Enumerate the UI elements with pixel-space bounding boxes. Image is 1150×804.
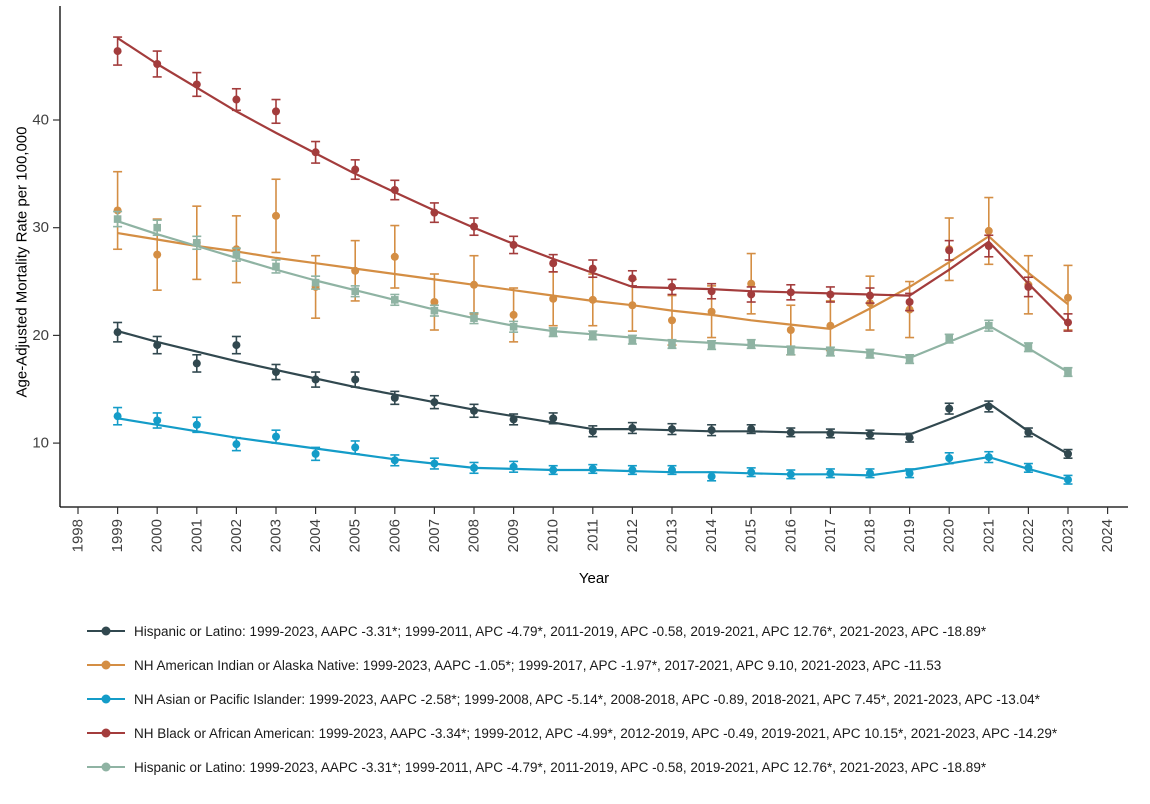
legend-marker-icon: [86, 691, 126, 707]
svg-text:1998: 1998: [69, 519, 87, 553]
svg-text:2008: 2008: [465, 519, 483, 553]
svg-text:2020: 2020: [940, 519, 958, 553]
svg-text:2006: 2006: [386, 519, 404, 553]
svg-text:2000: 2000: [148, 519, 166, 553]
legend-item: [86, 614, 1150, 648]
legend-item-label: NH Asian or Pacific Islander: 1999-2023, AAPC -2.58*; 1999-2008, APC -5.14*, 2008-2018, APC -0.89, 2018-2021, APC 7.45*, 2021-2023, APC -13.04*: [134, 691, 1040, 707]
legend-item-label: NH Black or African American: 1999-2023, AAPC -3.34*; 1999-2012, APC -4.99*, 2012-2019, APC -0.49, 2019-2021, APC 10.15*, 2021-2023, APC -14.29*: [134, 725, 1058, 741]
svg-text:2014: 2014: [703, 519, 721, 553]
svg-text:2019: 2019: [901, 519, 919, 553]
series-0: [113, 322, 1072, 458]
series-2: [113, 408, 1072, 484]
legend-marker-icon: [86, 623, 126, 639]
svg-text:1999: 1999: [109, 519, 127, 553]
svg-text:10: 10: [32, 434, 49, 452]
legend: [0, 600, 1150, 784]
legend-marker-icon: [86, 759, 126, 775]
legend-marker-icon: [86, 725, 126, 741]
svg-text:2017: 2017: [821, 519, 839, 553]
svg-text:2010: 2010: [544, 519, 562, 553]
svg-text:2018: 2018: [861, 519, 879, 553]
svg-text:30: 30: [32, 219, 49, 237]
svg-text:2009: 2009: [505, 519, 523, 553]
svg-text:2024: 2024: [1099, 519, 1117, 553]
svg-text:40: 40: [32, 111, 49, 129]
legend-item: [86, 716, 1150, 750]
y-axis-title: Age-Adjusted Mortality Rate per 100,000: [13, 126, 31, 398]
legend-item-label: Hispanic or Latino: 1999-2023, AAPC -3.31*; 1999-2011, APC -4.79*, 2011-2019, APC -0.58, 2019-2021, APC 12.76*, 2021-2023, APC -18.89*: [134, 623, 987, 639]
legend-item-label: NH American Indian or Alaska Native: 1999-2023, AAPC -1.05*; 1999-2017, APC -1.97*, 2017-2021, APC 9.10, 2021-2023, APC -11.53: [134, 657, 942, 673]
legend-item: [86, 682, 1150, 716]
svg-text:2022: 2022: [1019, 519, 1037, 553]
svg-text:2023: 2023: [1059, 519, 1077, 553]
svg-text:2003: 2003: [267, 519, 285, 553]
legend-item: [86, 750, 1150, 784]
svg-text:2013: 2013: [663, 519, 681, 553]
legend-item: [86, 648, 1150, 682]
svg-text:2011: 2011: [584, 519, 602, 552]
x-axis-title: Year: [578, 570, 610, 587]
svg-text:2001: 2001: [188, 519, 206, 553]
svg-text:2002: 2002: [227, 519, 245, 553]
svg-text:2007: 2007: [425, 519, 443, 553]
svg-text:2015: 2015: [742, 519, 760, 553]
svg-text:2005: 2005: [346, 519, 364, 553]
legend-marker-icon: [86, 657, 126, 673]
svg-text:2021: 2021: [980, 519, 998, 553]
svg-text:2016: 2016: [782, 519, 800, 553]
svg-text:20: 20: [32, 326, 49, 344]
svg-text:2012: 2012: [623, 519, 641, 553]
svg-text:2004: 2004: [307, 519, 325, 553]
legend-item-label: Hispanic or Latino: 1999-2023, AAPC -3.31*; 1999-2011, APC -4.79*, 2011-2019, APC -0.58, 2019-2021, APC 12.76*, 2021-2023, APC -18.89*: [134, 759, 987, 775]
